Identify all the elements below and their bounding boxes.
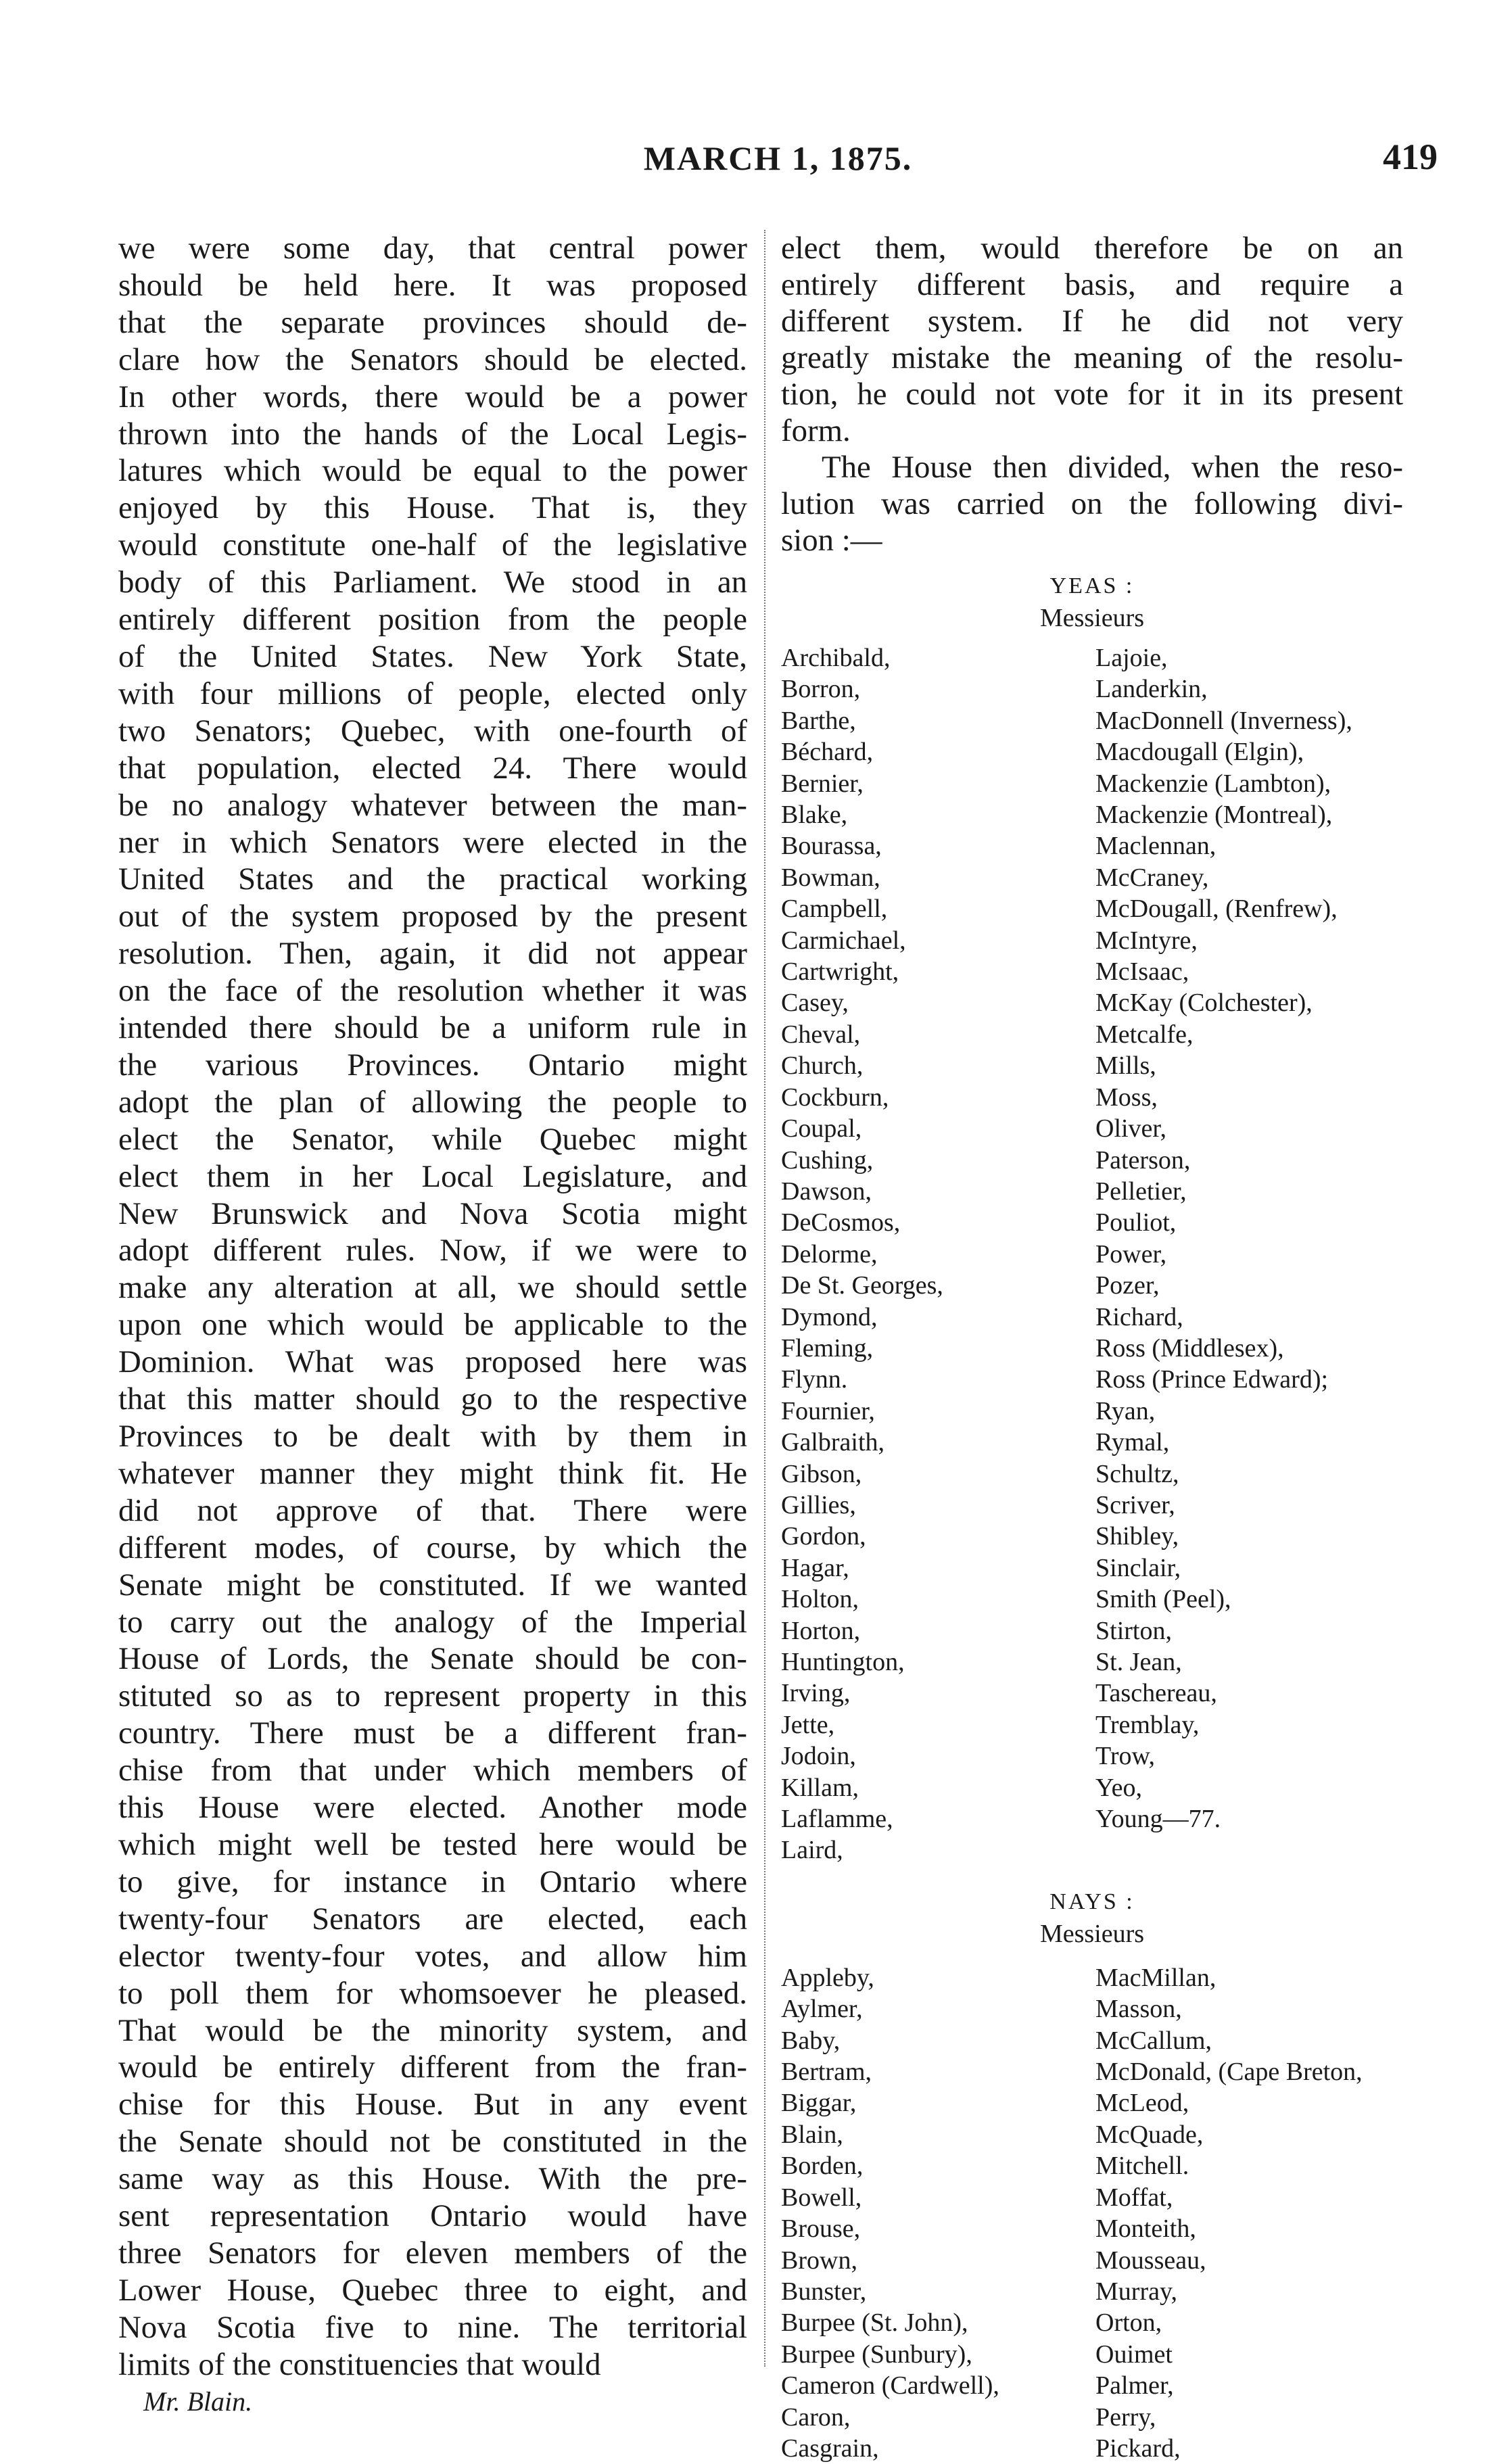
speaker-footer: Mr. Blain. <box>143 2386 253 2417</box>
member-name: McCallum, <box>1095 2026 1212 2055</box>
text-line: to carry out the analogy of the Imperial <box>118 1604 747 1640</box>
member-name: Galbraith, <box>781 1428 885 1457</box>
member-name: Caron, <box>781 2402 851 2432</box>
member-name: Casey, <box>781 989 849 1018</box>
text-line: different system. If he did not very <box>781 304 1403 339</box>
nays-list <box>781 1962 1403 2464</box>
member-name: Barthe, <box>781 706 856 735</box>
member-name: Moss, <box>1095 1083 1158 1112</box>
member-name: Burpee (St. John), <box>781 2308 968 2338</box>
text-line: thrown into the hands of the Local Legis- <box>118 416 747 452</box>
text-line: sent representation Ontario would have <box>118 2198 747 2234</box>
text-line: resolution. Then, again, it did not appear <box>118 936 747 972</box>
member-name: Bowman, <box>781 863 880 892</box>
text-line: whatever manner they might think fit. He <box>118 1455 747 1491</box>
text-line: New Brunswick and Nova Scotia might <box>118 1195 747 1231</box>
member-name: Delorme, <box>781 1239 878 1269</box>
text-line: limits of the constituencies that would <box>118 2346 601 2382</box>
nays-messieurs: Messieurs <box>1039 1919 1145 1948</box>
column-divider <box>764 230 767 2367</box>
text-line: on the face of the resolution whether it was <box>118 973 747 1009</box>
member-name: Taschereau, <box>1095 1679 1217 1708</box>
member-name: Ross (Prince Edward); <box>1095 1365 1329 1394</box>
member-name: Maclennan, <box>1095 832 1216 861</box>
text-line: entirely different position from the people <box>118 602 747 638</box>
member-name: Borron, <box>781 675 861 704</box>
member-name: Mitchell. <box>1095 2152 1189 2181</box>
text-line: chise for this House. But in any event <box>118 2087 747 2123</box>
text-line: Senate might be constituted. If we wanted <box>118 1567 747 1603</box>
text-line: three Senators for eleven members of the <box>118 2235 747 2271</box>
member-name: Baby, <box>781 2026 841 2055</box>
text-line: this House were elected. Another mode <box>118 1790 747 1826</box>
member-name: Pickard, <box>1095 2434 1181 2463</box>
text-line: tion, he could not vote for it in its present <box>781 377 1403 412</box>
text-line: make any alteration at all, we should settle <box>118 1270 747 1306</box>
left-column-text <box>118 230 747 2384</box>
member-name: Young—77. <box>1095 1805 1221 1834</box>
member-name: Bourassa, <box>781 832 882 861</box>
member-name: Mills, <box>1095 1051 1156 1081</box>
text-line: body of this Parliament. We stood in an <box>118 565 747 600</box>
member-name: Laird, <box>781 1836 843 1865</box>
member-name: Pelletier, <box>1095 1177 1187 1206</box>
member-name: Béchard, <box>781 738 874 767</box>
member-name: Holton, <box>781 1585 859 1614</box>
member-name: Burpee (Sunbury), <box>781 2340 972 2369</box>
yeas-list <box>781 642 1403 1866</box>
member-name: McQuade, <box>1095 2120 1204 2149</box>
member-name: Horton, <box>781 1616 861 1645</box>
text-line: would be entirely different from the fran- <box>118 2050 747 2085</box>
text-line: that population, elected 24. There would <box>118 750 747 786</box>
text-line: stituted so as to represent property in this <box>118 1678 747 1714</box>
member-name: Schultz, <box>1095 1459 1179 1488</box>
nays-column-1 <box>781 1962 1095 2464</box>
member-name: Cheval, <box>781 1020 861 1049</box>
member-name: Rymal, <box>1095 1428 1170 1457</box>
member-name: Jette, <box>781 1710 835 1739</box>
yeas-heading: YEAS : <box>1049 573 1135 598</box>
text-line: to give, for instance in Ontario where <box>118 1864 747 1899</box>
member-name: Murray, <box>1095 2277 1177 2306</box>
yeas-messieurs: Messieurs <box>1039 604 1145 632</box>
text-line: Nova Scotia five to nine. The territorial <box>118 2309 747 2345</box>
member-name: Laflamme, <box>781 1805 893 1834</box>
text-line: Dominion. What was proposed here was <box>118 1344 747 1380</box>
member-name: Irving, <box>781 1679 851 1708</box>
member-name: Blain, <box>781 2120 843 2149</box>
text-line: form. <box>781 413 851 448</box>
member-name: Landerkin, <box>1095 675 1208 704</box>
right-column <box>781 230 1403 2464</box>
text-line: Lower House, Quebec three to eight, and <box>118 2272 747 2308</box>
member-name: Monteith, <box>1095 2214 1196 2244</box>
member-name: Yeo, <box>1095 1773 1143 1802</box>
text-line: be no analogy whatever between the man- <box>118 787 747 823</box>
member-name: Gillies, <box>781 1490 856 1519</box>
member-name: Jodoin, <box>781 1742 856 1771</box>
text-line: clare how the Senators should be elected. <box>118 341 747 377</box>
member-name: Brown, <box>781 2246 857 2275</box>
text-line: ner in which Senators were elected in the <box>118 824 747 860</box>
text-line: country. There must be a different fran- <box>118 1715 747 1751</box>
member-name: Fleming, <box>781 1333 874 1363</box>
member-name: McDonald, (Cape Breton, <box>1095 2058 1363 2087</box>
text-line: latures which would be equal to the power <box>118 453 747 489</box>
member-name: Lajoie, <box>1095 644 1168 672</box>
member-name: Palmer, <box>1095 2371 1174 2400</box>
text-line: In other words, there would be a power <box>118 379 747 414</box>
page-header <box>118 139 1438 186</box>
text-line: lution was carried on the following divi- <box>781 486 1403 521</box>
nays-column-2 <box>1095 1962 1403 2464</box>
text-line: adopt the plan of allowing the people to <box>118 1084 747 1120</box>
member-name: Power, <box>1095 1239 1167 1269</box>
text-line: The House then divided, when the reso- <box>822 450 1403 485</box>
member-name: Trow, <box>1095 1742 1156 1771</box>
member-name: Sinclair, <box>1095 1553 1181 1582</box>
page-date-heading: MARCH 1, 1875. <box>643 139 913 177</box>
member-name: Ryan, <box>1095 1396 1156 1425</box>
text-line: chise from that under which members of <box>118 1753 747 1788</box>
member-name: Hagar, <box>781 1553 849 1582</box>
member-name: Archibald, <box>781 644 891 672</box>
member-name: Pouliot, <box>1095 1208 1177 1237</box>
text-line: different modes, of course, by which the <box>118 1530 747 1565</box>
member-name: Fournier, <box>781 1396 875 1425</box>
text-line: enjoyed by this House. That is, they <box>118 490 747 526</box>
member-name: Appleby, <box>781 1963 874 1992</box>
member-name: Shibley, <box>1095 1522 1179 1551</box>
member-name: MacMillan, <box>1095 1963 1216 1992</box>
text-line: House of Lords, the Senate should be con- <box>118 1641 747 1677</box>
text-line: with four millions of people, elected only <box>118 676 747 711</box>
text-line: Provinces to be dealt with by them in <box>118 1419 747 1454</box>
member-name: Cushing, <box>781 1145 874 1175</box>
member-name: Coupal, <box>781 1114 862 1143</box>
member-name: MacDonnell (Inverness), <box>1095 706 1352 735</box>
member-name: Metcalfe, <box>1095 1020 1194 1049</box>
member-name: Moffat, <box>1095 2183 1173 2212</box>
member-name: Borden, <box>781 2152 864 2181</box>
member-name: Dawson, <box>781 1177 872 1206</box>
text-line: which might well be tested here would be <box>118 1826 747 1862</box>
text-line: entirely different basis, and require a <box>781 267 1403 302</box>
text-line: sion :— <box>781 523 882 558</box>
member-name: Gordon, <box>781 1522 866 1551</box>
member-name: Cartwright, <box>781 957 899 987</box>
member-name: McCraney, <box>1095 863 1209 892</box>
member-name: St. Jean, <box>1095 1648 1182 1676</box>
member-name: McIsaac, <box>1095 957 1189 987</box>
text-line: elect the Senator, while Quebec might <box>118 1121 747 1157</box>
member-name: Mackenzie (Lambton), <box>1095 769 1331 798</box>
text-line: That would be the minority system, and <box>118 2012 747 2048</box>
member-name: Brouse, <box>781 2214 861 2244</box>
member-name: Huntington, <box>781 1648 905 1676</box>
member-name: Ross (Middlesex), <box>1095 1333 1284 1363</box>
text-line: upon one which would be applicable to the <box>118 1307 747 1343</box>
text-line: twenty-four Senators are elected, each <box>118 1901 747 1937</box>
member-name: Scriver, <box>1095 1490 1175 1519</box>
member-name: Mousseau, <box>1095 2246 1206 2275</box>
text-line: that the separate provinces should de- <box>118 304 747 340</box>
member-name: Biggar, <box>781 2089 857 2118</box>
yeas-column-1 <box>781 642 1095 1866</box>
member-name: McDougall, (Renfrew), <box>1095 895 1338 924</box>
text-line: the various Provinces. Ontario might <box>118 1047 747 1083</box>
member-name: Paterson, <box>1095 1145 1191 1175</box>
member-name: Cockburn, <box>781 1083 889 1112</box>
text-line: should be held here. It was proposed <box>118 267 747 303</box>
text-line: United States and the practical working <box>118 861 747 897</box>
member-name: Gibson, <box>781 1459 862 1488</box>
member-name: Church, <box>781 1051 864 1081</box>
member-name: Bertram, <box>781 2058 872 2087</box>
member-name: Orton, <box>1095 2308 1162 2338</box>
member-name: Bernier, <box>781 769 864 798</box>
member-name: De St. Georges, <box>781 1271 943 1300</box>
text-line: same way as this House. With the pre- <box>118 2161 747 2197</box>
yeas-column-2 <box>1095 642 1403 1866</box>
member-name: Oliver, <box>1095 1114 1167 1143</box>
text-line: we were some day, that central power <box>118 231 747 266</box>
member-name: McIntyre, <box>1095 926 1198 955</box>
division-paragraph <box>781 449 1403 559</box>
member-name: Bunster, <box>781 2277 867 2306</box>
member-name: DeCosmos, <box>781 1208 901 1237</box>
page-number: 419 <box>1383 137 1438 177</box>
member-name: Stirton, <box>1095 1616 1172 1645</box>
member-name: Aylmer, <box>781 1995 863 2024</box>
member-name: Tremblay, <box>1095 1710 1200 1739</box>
text-line: that this matter should go to the respective <box>118 1381 747 1417</box>
text-line: elector twenty-four votes, and allow him <box>118 1938 747 1974</box>
member-name: Blake, <box>781 801 848 830</box>
member-name: McKay (Colchester), <box>1095 989 1313 1018</box>
member-name: Mackenzie (Montreal), <box>1095 801 1333 830</box>
member-name: Richard, <box>1095 1302 1183 1331</box>
speech-conclusion-paragraph <box>781 230 1403 449</box>
text-line: two Senators; Quebec, with one-fourth of <box>118 713 747 749</box>
member-name: Carmichael, <box>781 926 906 955</box>
nays-heading: NAYS : <box>1049 1889 1135 1914</box>
member-name: Casgrain, <box>781 2434 879 2463</box>
member-name: Cameron (Cardwell), <box>781 2371 999 2400</box>
text-line: elect them in her Local Legislature, and <box>118 1158 747 1194</box>
member-name: Ouimet <box>1095 2340 1173 2369</box>
member-name: Dymond, <box>781 1302 878 1331</box>
member-name: Campbell, <box>781 895 888 924</box>
text-line: of the United States. New York State, <box>118 638 747 674</box>
text-line: to poll them for whomsoever he pleased. <box>118 1975 747 2011</box>
member-name: Masson, <box>1095 1995 1182 2024</box>
member-name: McLeod, <box>1095 2089 1189 2118</box>
member-name: Pozer, <box>1095 1271 1160 1300</box>
member-name: Bowell, <box>781 2183 862 2212</box>
text-line: did not approve of that. There were <box>118 1492 747 1528</box>
text-line: adopt different rules. Now, if we were to <box>118 1233 747 1269</box>
member-name: Smith (Peel), <box>1095 1585 1231 1614</box>
text-line: elect them, would therefore be on an <box>781 231 1403 266</box>
text-line: would constitute one-half of the legislative <box>118 527 747 563</box>
member-name: Macdougall (Elgin), <box>1095 738 1304 767</box>
text-line: intended there should be a uniform rule in <box>118 1010 747 1046</box>
text-line: the Senate should not be constituted in the <box>118 2124 747 2160</box>
text-line: out of the system proposed by the present <box>118 899 747 934</box>
member-name: Perry, <box>1095 2402 1156 2432</box>
text-line: greatly mistake the meaning of the resolu- <box>781 340 1403 375</box>
member-name: Flynn. <box>781 1365 848 1394</box>
member-name: Killam, <box>781 1773 859 1802</box>
